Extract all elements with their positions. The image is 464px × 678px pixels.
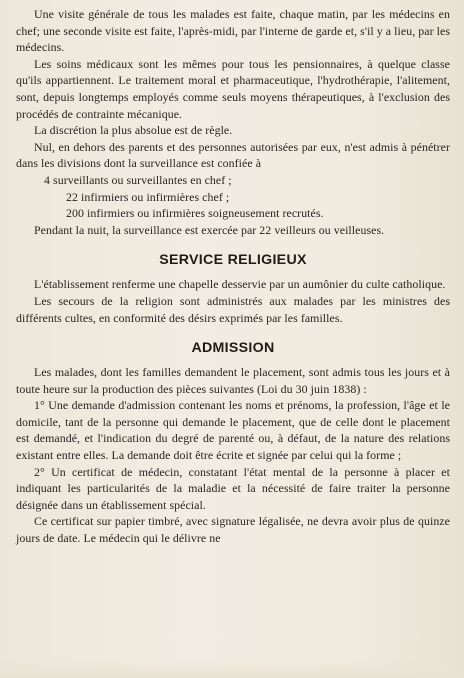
paragraph-medical-care: Les soins médicaux sont les mêmes pour tous les pensionnaires, à quelque classe qu'ils appartiennent. Le traitement moral et pharmaceutique, l'hydrothérapie, l'alitement, sont, depuis longtemps employés comme seuls moyens thérapeutiques, à l'exclusion des procédés de contrainte mécanique.	[16, 56, 450, 121]
staff-list-item: 200 infirmiers ou infirmières soigneusement recrutés.	[66, 206, 324, 221]
paragraph-admission-intro: Les malades, dont les familles demandent le placement, sont admis tous les jours et à toute heure sur la production des pièces suivantes (Loi du 30 juin 1838) :	[16, 365, 450, 396]
paragraph-discretion: La discrétion la plus absolue est de règle.	[34, 123, 233, 138]
staff-list-item: 22 infirmiers ou infirmières chef ;	[66, 189, 230, 204]
paragraph-chapel: L'établissement renferme une chapelle desservie par un aumônier du culte catholique.	[34, 277, 446, 292]
paragraph-access: Nul, en dehors des parents et des personnes autorisées par eux, n'est admis à pénétrer dans les divisions dont la surveillance est confiée à	[16, 139, 450, 171]
section-heading-admission: ADMISSION	[191, 340, 275, 357]
paragraph-visits: Une visite générale de tous les malades est faite, chaque matin, par les médecins en chef; une seconde visite est faite, l'après-midi, par l'interne de garde et, s'il y a lieu, par les médecins.	[16, 7, 450, 55]
page-bottom-edge	[0, 658, 464, 678]
paragraph-certificate-validity: Ce certificat sur papier timbré, avec signature légalisée, ne devra avoir plus de quinze jours de date. Le médecin qui le délivre ne	[16, 514, 450, 546]
paragraph-night: Pendant la nuit, la surveillance est exercée par 22 veilleurs ou veilleuses.	[34, 222, 385, 237]
section-heading-service: SERVICE RELIGIEUX	[159, 252, 307, 269]
paragraph-admission-request: 1° Une demande d'admission contenant les noms et prénoms, la profession, l'âge et le domicile, tant de la personne qui demande le placement, que de celle dont le placement est demandé, et l'indication du degré de parenté ou, à défaut, de la nature des relations existant entre elles. La demande doit être écrite et signée par celui qui la forme ;	[16, 398, 450, 463]
staff-list-item: 4 surveillants ou surveillantes en chef ;	[44, 172, 232, 187]
paragraph-admission-certificate: 2° Un certificat de médecin, constatant l'état mental de la personne à placer et indiquant les particularités de la maladie et la nécessité de faire traiter la personne désignée dans un établissement spécial.	[16, 464, 450, 512]
paragraph-religion: Les secours de la religion sont administrés aux malades par les ministres des différents cultes, en conformité des désirs exprimés par les familles.	[16, 293, 450, 325]
